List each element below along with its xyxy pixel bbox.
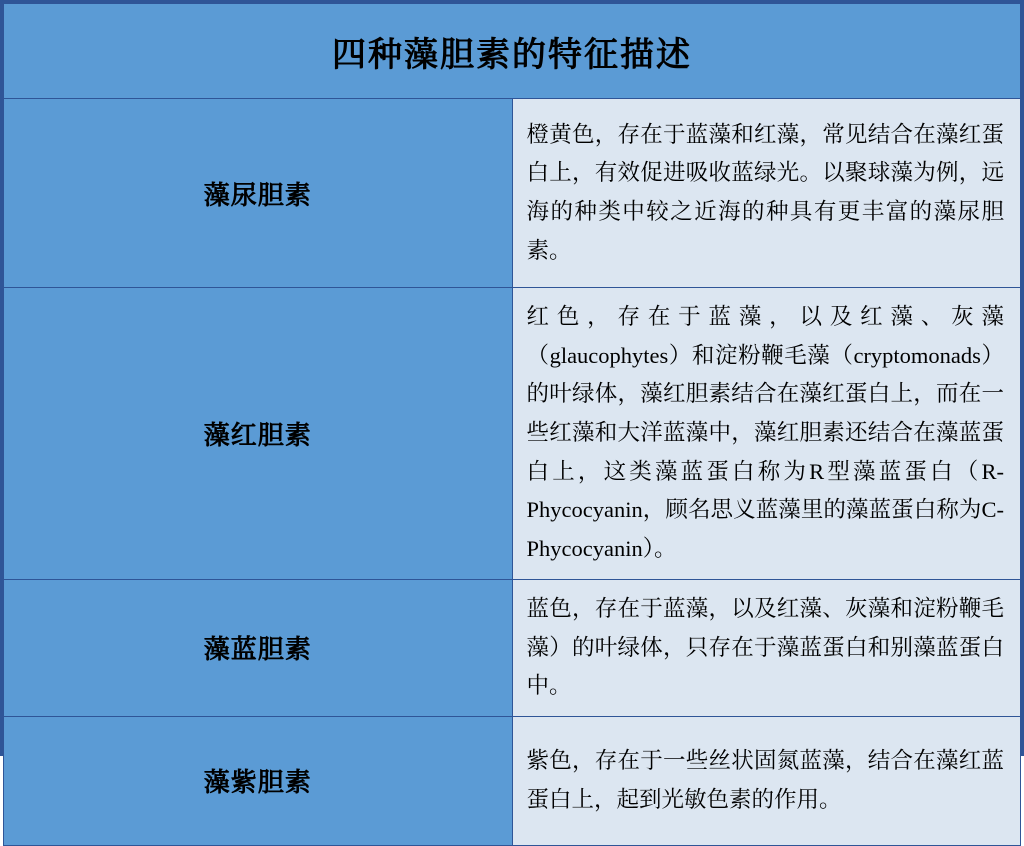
table-title-row	[4, 4, 1021, 99]
table-row	[4, 288, 1021, 580]
row-description-3: 蓝色，存在于蓝藻，以及红藻、灰藻和淀粉鞭毛藻）的叶绿体，只存在于藻蓝蛋白和别藻蓝蛋白中。	[512, 579, 1021, 716]
row-description-2: 红色，存在于蓝藻，以及红藻、灰藻（glaucophytes）和淀粉鞭毛藻（cryptomonads）的叶绿体，藻红胆素结合在藻红蛋白上，而在一些红藻和大洋蓝藻中，藻红胆素还结合在藻蓝蛋白上，这类藻蓝蛋白称为R型藻蓝蛋白（R-Phycocyanin，顾名思义蓝藻里的藻蓝蛋白称为C- Phycocyanin）。	[512, 288, 1021, 580]
row-name-1: 藻尿胆素	[4, 99, 513, 288]
table-row	[4, 579, 1021, 716]
row-description-1: 橙黄色，存在于蓝藻和红藻，常见结合在藻红蛋白上，有效促进吸收蓝绿光。以聚球藻为例，远海的种类中较之近海的种具有更丰富的藻尿胆素。	[512, 99, 1021, 288]
table-row	[4, 99, 1021, 288]
table-row	[4, 716, 1021, 845]
feature-table	[3, 3, 1021, 846]
row-name-4: 藻紫胆素	[4, 716, 513, 845]
row-name-2: 藻红胆素	[4, 288, 513, 580]
page-title: 四种藻胆素的特征描述	[4, 4, 1021, 99]
row-name-3: 藻蓝胆素	[4, 579, 513, 716]
row-description-4: 紫色，存在于一些丝状固氮蓝藻，结合在藻红蓝蛋白上，起到光敏色素的作用。	[512, 716, 1021, 845]
